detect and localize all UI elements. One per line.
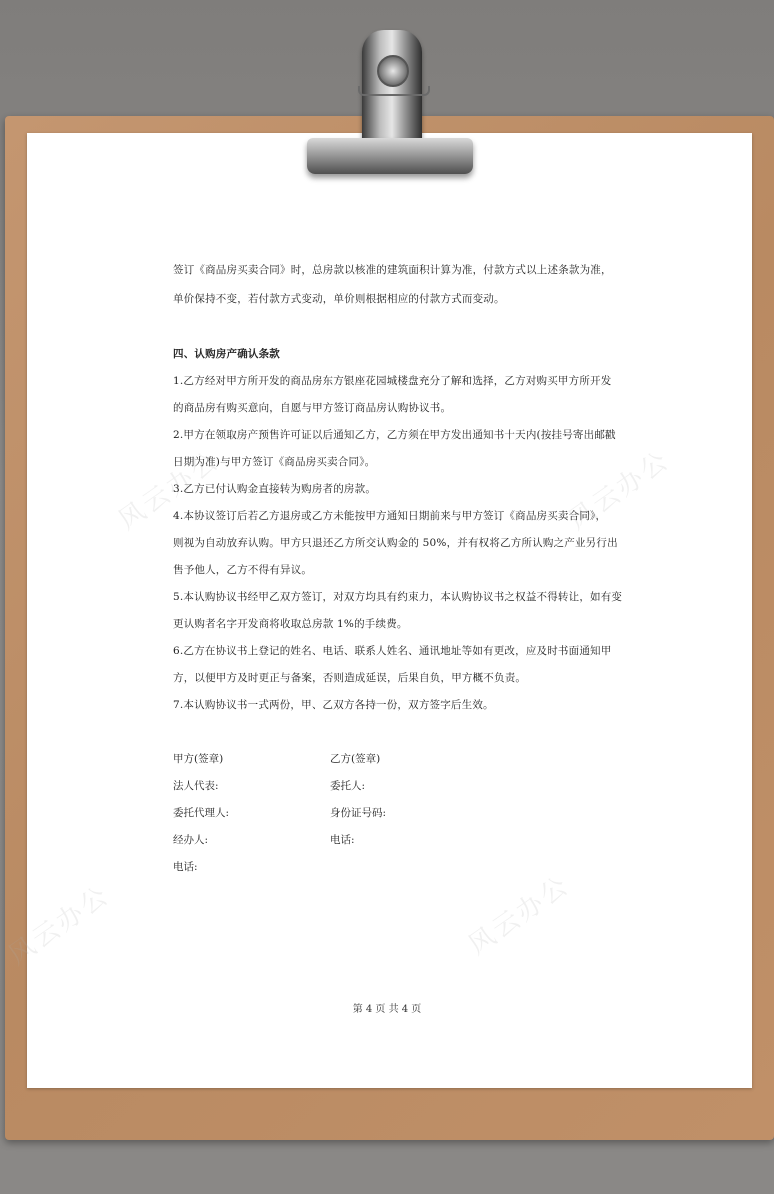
clause-line: 的商品房有购买意向，自愿与甲方签订商品房认购协议书。 [173, 402, 452, 414]
watermark: 风云办公 [463, 869, 576, 962]
section-title: 四、认购房产确认条款 [173, 348, 280, 360]
clip-rivet [377, 55, 409, 87]
authorized-agent: 委托代理人: [173, 807, 230, 819]
clause-line: 7.本认购协议书一式两份，甲、乙双方各持一份，双方签字后生效。 [173, 699, 494, 711]
party-a-seal: 甲方(签章) [173, 753, 224, 765]
clause-line: 日期为准)与甲方签订《商品房买卖合同》。 [173, 456, 376, 468]
binder-clip-base [307, 138, 473, 174]
party-b-seal: 乙方(签章) [330, 753, 381, 765]
intro-line: 单价保持不变，若付款方式变动，单价则根据相应的付款方式而变动。 [173, 293, 505, 305]
id-number: 身份证号码: [330, 807, 387, 819]
legal-representative: 法人代表: [173, 780, 219, 792]
watermark: 风云办公 [113, 444, 226, 537]
clause-line: 方，以便甲方及时更正与备案，否则造成延误，后果自负，甲方概不负责。 [173, 672, 527, 684]
handler: 经办人: [173, 834, 209, 846]
watermark: 风云办公 [563, 444, 676, 537]
clause-line: 3.乙方已付认购金直接转为购房者的房款。 [173, 483, 377, 495]
party-b-phone: 电话: [330, 834, 355, 846]
page-number: 第 4 页 共 4 页 [352, 1004, 422, 1015]
clip-wire [358, 86, 430, 96]
clause-line: 2.甲方在领取房产预售许可证以后通知乙方，乙方须在甲方发出通知书十天内(按挂号寄出邮戳 [173, 429, 616, 441]
clause-line: 5.本认购协议书经甲乙双方签订，对双方均具有约束力，本认购协议书之权益不得转让，如有变 [173, 591, 623, 603]
intro-line: 签订《商品房买卖合同》时，总房款以核准的建筑面积计算为准，付款方式以上述条款为准， [173, 264, 612, 276]
principal: 委托人: [330, 780, 366, 792]
clause-line: 售予他人，乙方不得有异议。 [173, 564, 313, 576]
clause-line: 则视为自动放弃认购。甲方只退还乙方所交认购金的 50%，并有权将乙方所认购之产业另行出 [173, 537, 618, 549]
watermark: 风云办公 [3, 879, 116, 972]
clause-line: 更认购者名字开发商将收取总房款 1%的手续费。 [173, 618, 408, 630]
party-a-phone: 电话: [173, 861, 198, 873]
clause-line: 1.乙方经对甲方所开发的商品房东方银座花园城楼盘充分了解和选择，乙方对购买甲方所开发 [173, 375, 612, 387]
clause-line: 6.乙方在协议书上登记的姓名、电话、联系人姓名、通讯地址等如有更改，应及时书面通知甲 [173, 645, 612, 657]
clause-line: 4.本协议签订后若乙方退房或乙方未能按甲方通知日期前来与甲方签订《商品房买卖合同》， [173, 510, 607, 522]
